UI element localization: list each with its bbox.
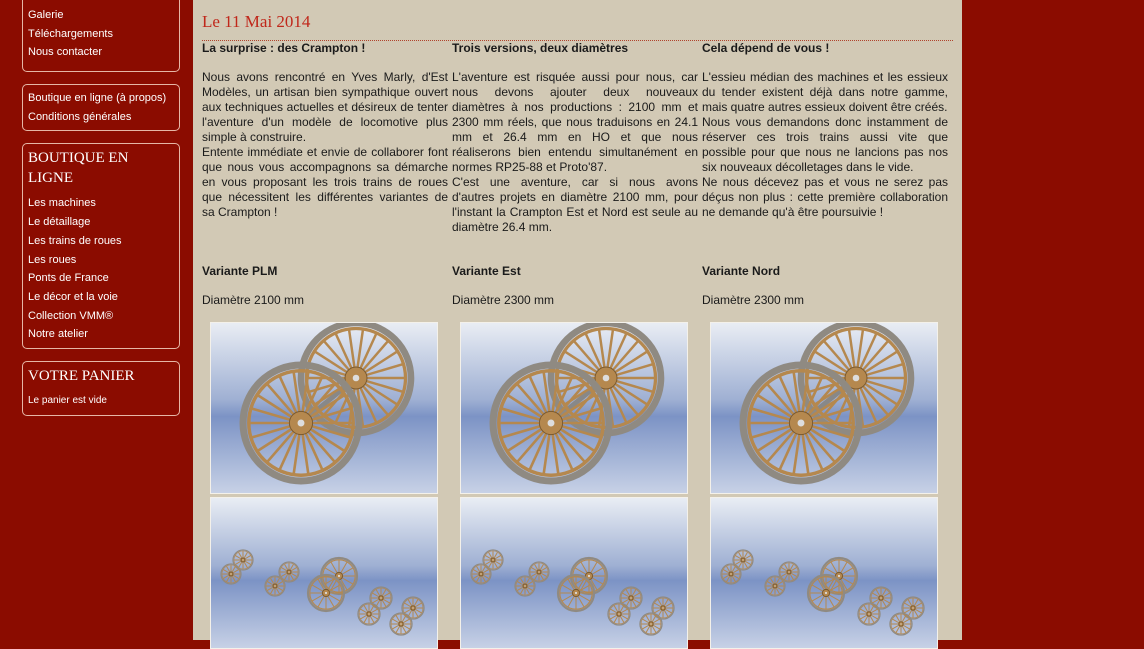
boutique-item-collection[interactable]: Collection VMM® — [28, 309, 114, 322]
sidebar-top-box — [22, 0, 180, 72]
wheelset-image-plm[interactable] — [210, 322, 438, 494]
boutique-item-machines[interactable]: Les machines — [28, 197, 96, 210]
column-paragraph: C'est une aventure, car si nous avons d'autres projets en diamètre 2100 mm, pour l'instant la Crampton Est et Nord est seule au diamètre 26.4 mm. — [452, 175, 698, 234]
sidebar-link-conditions[interactable]: Conditions générales — [28, 110, 132, 123]
boutique-item-detaillage[interactable]: Le détaillage — [28, 216, 91, 229]
article-column-3 — [702, 40, 948, 220]
panier-status-link[interactable]: Le panier est vide — [28, 395, 107, 407]
article-date: Le 11 Mai 2014 — [202, 12, 311, 31]
wheelset-image-nord[interactable] — [710, 322, 938, 494]
main-content — [193, 0, 962, 640]
panier-box — [22, 361, 180, 416]
article-column-1 — [202, 40, 448, 220]
diameter-est: Diamètre 2300 mm — [452, 293, 555, 307]
panier-title: VOTRE PANIER — [28, 368, 135, 385]
boutique-item-ponts[interactable]: Ponts de France — [28, 272, 109, 285]
column-paragraph: L'essieu médian des machines et les essieux du tender existent déjà dans notre gamme, mais quatre autres essieux doivent être créés. — [702, 70, 948, 114]
wheel-group-image-plm[interactable] — [210, 497, 438, 649]
sidebar-link-galerie[interactable]: Galerie — [28, 9, 64, 21]
sidebar-shop-box — [22, 84, 180, 131]
sidebar-link-contact[interactable]: Nous contacter — [28, 46, 102, 59]
boutique-title: BOUTIQUE EN LIGNE — [28, 150, 129, 187]
column-paragraph: L'aventure est risquée aussi pour nous, car nous devons ajouter deux nouveaux diamètres à nos productions : 2100 mm et 2300 mm réels, que nous traduisons en 24.1 mm et 26.4 mm en HO et que nous réaliserons bien entendu simultanément en normes RP25-88 et Proto'87. — [452, 70, 698, 174]
wheel-group-image-est[interactable] — [460, 497, 688, 649]
article-column-2 — [452, 40, 698, 235]
variant-label-nord: Variante Nord — [702, 264, 781, 278]
column-heading: La surprise : des Crampton ! — [202, 41, 366, 55]
boutique-box — [22, 143, 180, 349]
boutique-item-atelier[interactable]: Notre atelier — [28, 328, 88, 341]
sidebar-link-telechargements[interactable]: Téléchargements — [28, 27, 113, 40]
column-heading: Cela dépend de vous ! — [702, 41, 830, 55]
column-paragraph: Entente immédiate et envie de collaborer font que nous vous accompagnons sa démarche en vous proposant les trois trains de roues que nécessitent les différentes variantes de sa Crampton ! — [202, 145, 448, 219]
column-heading: Trois versions, deux diamètres — [452, 41, 629, 55]
diameter-nord: Diamètre 2300 mm — [702, 293, 805, 307]
wheelset-image-est[interactable] — [460, 322, 688, 494]
variant-label-plm: Variante PLM — [202, 264, 278, 278]
column-paragraph: Nous avons rencontré en Yves Marly, d'Est Modèles, un artisan bien sympathique ouvert aux techniques actuelles et désireux de tenter l'aventure d'un modèle de locomotive plus simple à construire. — [202, 70, 448, 144]
boutique-item-decor[interactable]: Le décor et la voie — [28, 290, 118, 303]
sidebar-link-boutique-apropos[interactable]: Boutique en ligne (à propos) — [28, 92, 167, 104]
wheel-group-image-nord[interactable] — [710, 497, 938, 649]
sidebar — [22, 0, 180, 428]
column-paragraph: Nous vous demandons donc instamment de réserver ces trois trains aussi vite que possible pour que nous ne lancions pas nos six nouveaux décolletages dans le vide. — [702, 115, 948, 174]
column-paragraph: Ne nous décevez pas et vous ne serez pas déçus non plus : cette première collaboration ne demande qu'à être poursuivie ! — [702, 175, 948, 219]
variant-label-est: Variante Est — [452, 264, 521, 278]
boutique-item-roues[interactable]: Les roues — [28, 253, 77, 266]
boutique-item-trains-roues[interactable]: Les trains de roues — [28, 234, 122, 247]
diameter-plm: Diamètre 2100 mm — [202, 293, 305, 307]
